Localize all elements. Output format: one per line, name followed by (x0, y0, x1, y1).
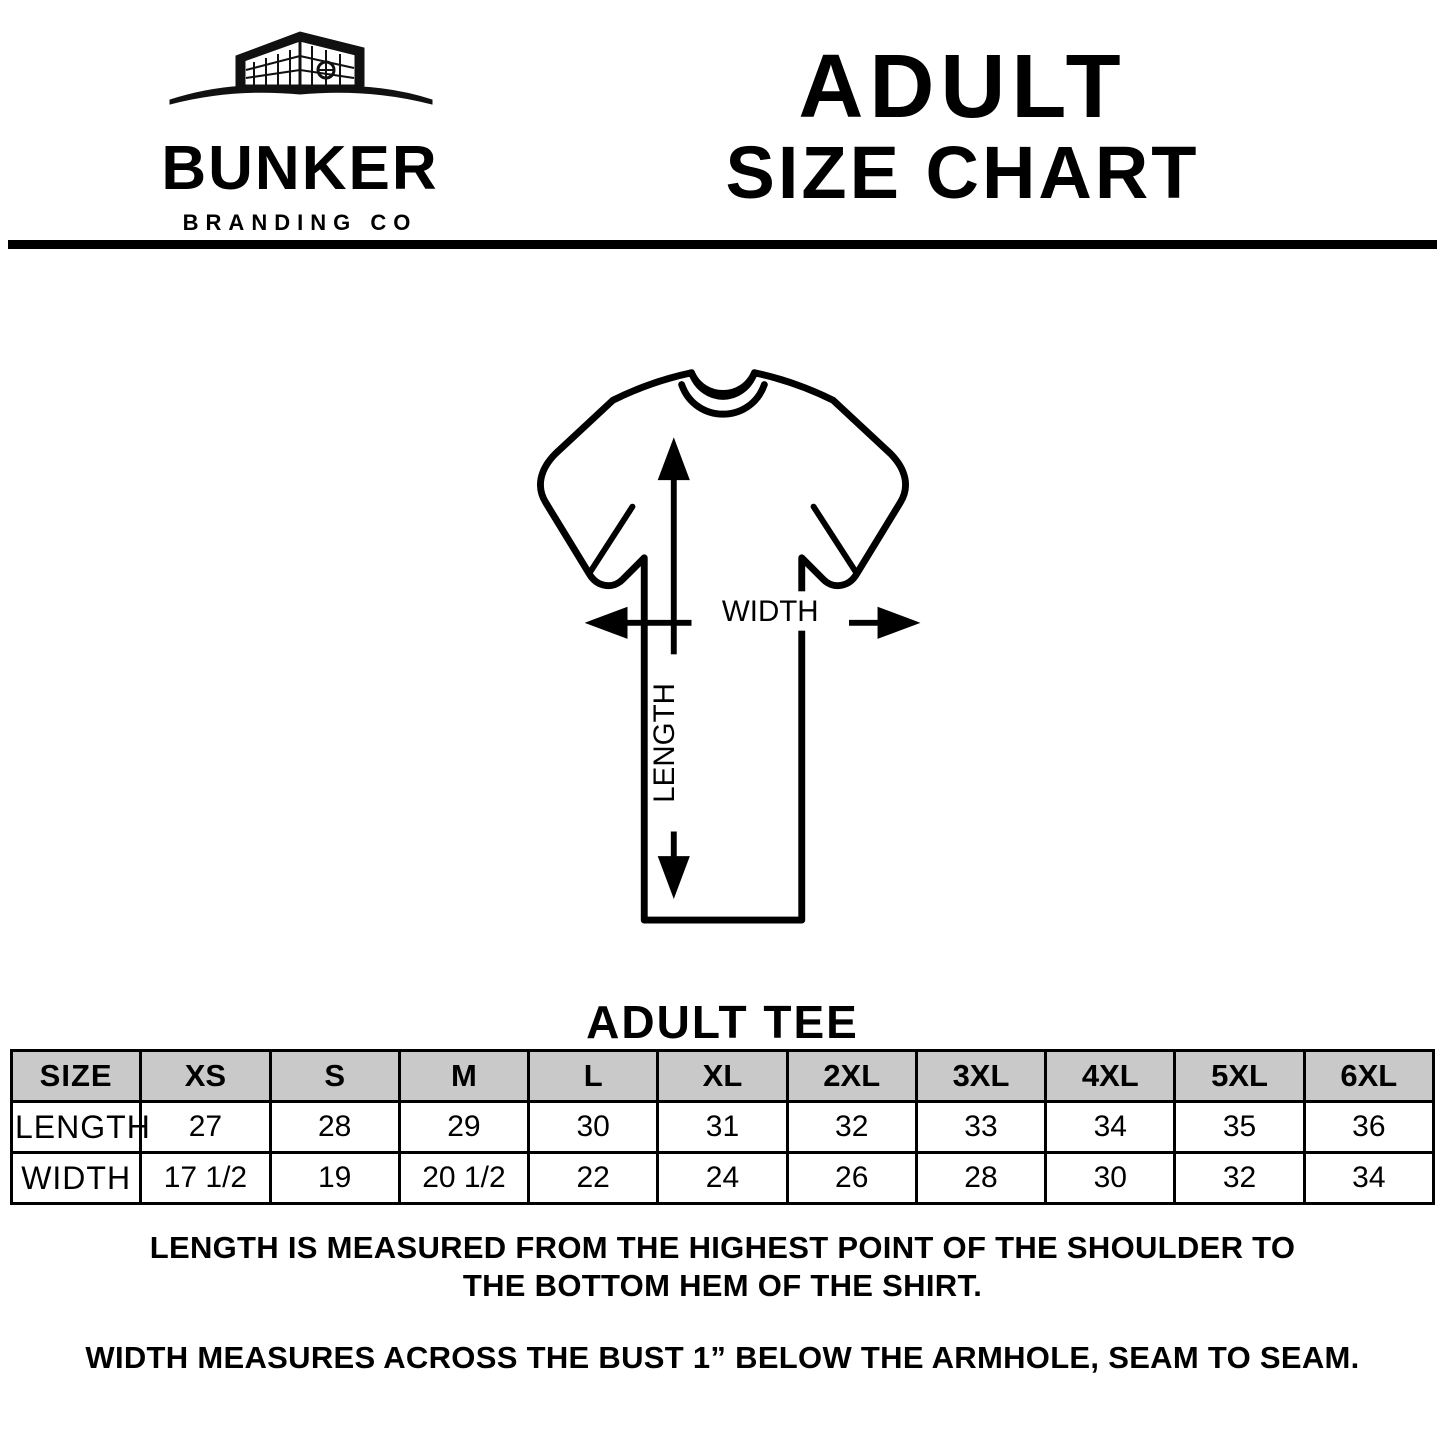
table-cell: 32 (787, 1102, 916, 1153)
shirt-diagram (0, 249, 1445, 1049)
length-label-text: LENGTH (647, 683, 681, 803)
table-cell: 28 (916, 1153, 1045, 1204)
measurement-notes (0, 1205, 1445, 1376)
table-cell: 32 (1175, 1153, 1304, 1204)
table-cell: 24 (658, 1153, 787, 1204)
header-divider (8, 240, 1437, 249)
table-cell: 34 (1046, 1102, 1175, 1153)
table-header-cell: L (529, 1051, 658, 1102)
table-cell: 31 (658, 1102, 787, 1153)
size-table (10, 1049, 1435, 1205)
table-header-row (12, 1051, 1434, 1102)
brand-tagline: BRANDING CO (182, 210, 418, 235)
note-spacer (30, 1305, 1415, 1339)
table-header-cell: 5XL (1175, 1051, 1304, 1102)
table-header-cell: S (270, 1051, 399, 1102)
table-header-cell: 4XL (1046, 1051, 1175, 1102)
table-cell: 34 (1304, 1153, 1433, 1204)
table-cell: 26 (787, 1153, 916, 1204)
table-cell: 36 (1304, 1102, 1433, 1153)
page-title (560, 37, 1405, 215)
size-table-wrapper (0, 1049, 1445, 1205)
width-label-text: WIDTH (721, 594, 819, 628)
table-row (12, 1102, 1434, 1153)
t-shirt-outline-icon (373, 359, 1073, 989)
table-cell: 19 (270, 1153, 399, 1204)
table-cell: 29 (399, 1102, 528, 1153)
note-line-2: THE BOTTOM HEM OF THE SHIRT. (462, 1267, 983, 1303)
row-label-width: WIDTH (12, 1153, 141, 1204)
table-cell: 17 1/2 (141, 1153, 270, 1204)
bunker-barn-icon (150, 26, 450, 136)
table-header-cell: M (399, 1051, 528, 1102)
table-cell: 35 (1175, 1102, 1304, 1153)
note-line-3: WIDTH MEASURES ACROSS THE BUST 1” BELOW THE ARMHOLE, SEAM TO SEAM. (85, 1339, 1360, 1375)
table-header-cell: SIZE (12, 1051, 141, 1102)
title-main: ADULT (798, 37, 1127, 138)
brand-logo (40, 18, 560, 236)
table-cell: 30 (1046, 1153, 1175, 1204)
table-cell: 28 (270, 1102, 399, 1153)
table-cell: 22 (529, 1153, 658, 1204)
table-header-cell: XL (658, 1051, 787, 1102)
table-header-cell: 2XL (787, 1051, 916, 1102)
diagram-caption: ADULT TEE (586, 996, 859, 1048)
note-line-1: LENGTH IS MEASURED FROM THE HIGHEST POINT OF THE SHOULDER TO (149, 1230, 1296, 1265)
table-row (12, 1153, 1434, 1204)
row-label-length: LENGTH (12, 1102, 141, 1153)
table-header-cell: XS (141, 1051, 270, 1102)
table-header-cell: 6XL (1304, 1051, 1433, 1102)
title-sub: SIZE CHART (725, 131, 1200, 215)
table-cell: 30 (529, 1102, 658, 1153)
page-header (0, 0, 1445, 235)
table-cell: 20 1/2 (399, 1153, 528, 1204)
table-cell: 33 (916, 1102, 1045, 1153)
table-header-cell: 3XL (916, 1051, 1045, 1102)
table-cell: 27 (141, 1102, 270, 1153)
brand-name: BUNKER (161, 134, 439, 203)
